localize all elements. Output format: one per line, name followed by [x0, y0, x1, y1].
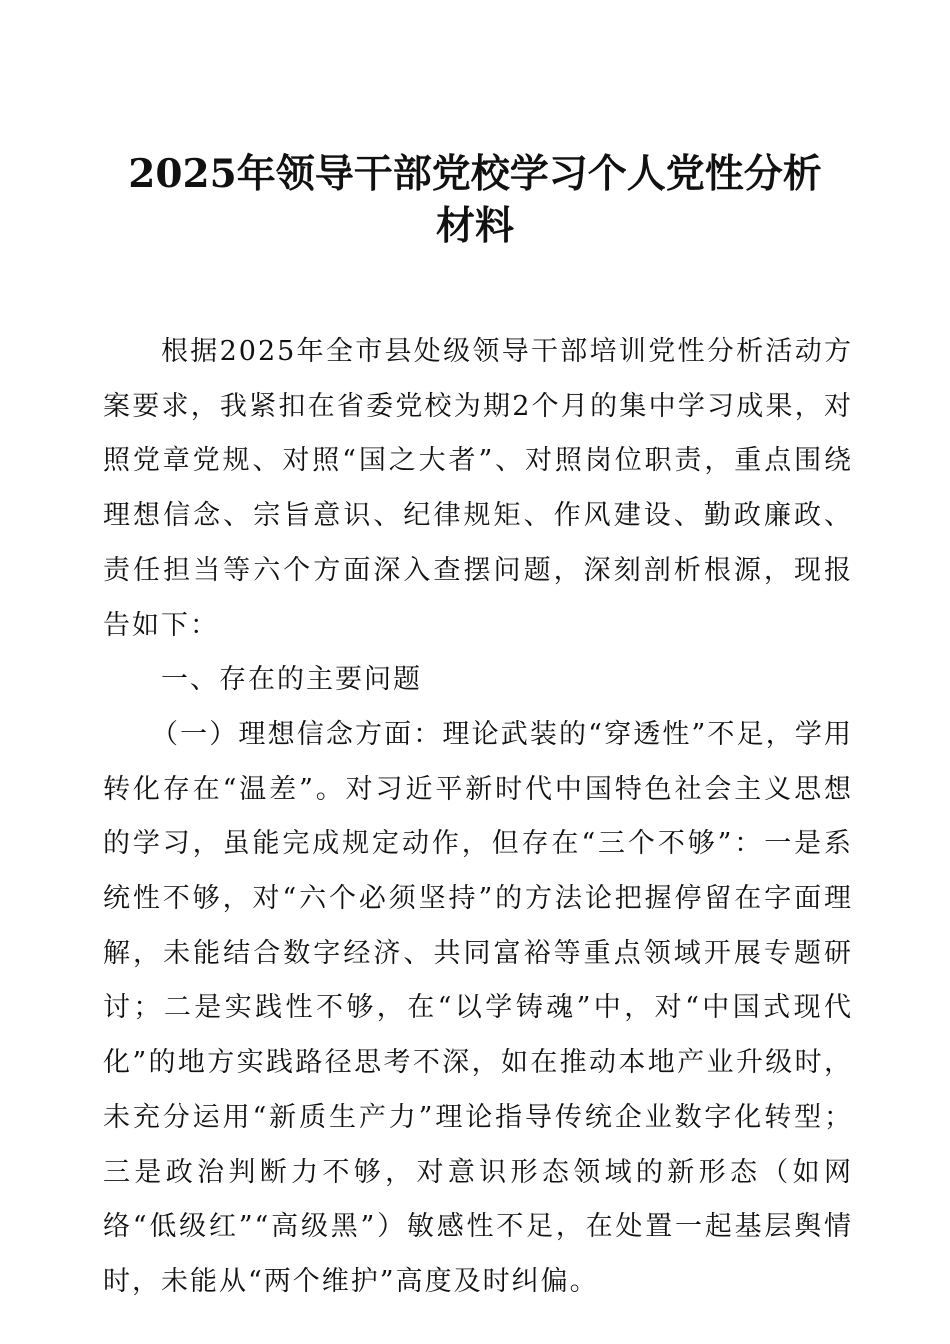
title-line-2: 材料: [435, 203, 514, 249]
document-body: [103, 325, 853, 1310]
section-heading: 一、存在的主要问题: [161, 664, 422, 696]
section-item-paragraph: （一）理想信念方面：理论武装的“穿透性”不足，学用转化存在“温差”。对习近平新时代中国特色社会主义思想的学习，虽能完成规定动作，但存在“三个不够”：一是系统性不够，对“六个必须坚持”的方法论把握停留在字面理解，未能结合数字经济、共同富裕等重点领域开展专题研讨；二是实践性不够，在“以学铸魂”中，对“中国式现代化”的地方实践路径思考不深，如在推动本地产业升级时，未充分运用“新质生产力”理论指导传统企业数字化转型；三是政治判断力不够，对意识形态领域的新形态（如网络“低级红”“高级黑”）敏感性不足，在处置一起基层舆情时，未能从“两个维护”高度及时纠偏。: [103, 718, 853, 1297]
title-line-1: 2025年领导干部党校学习个人党性分析: [128, 151, 822, 197]
document-title: [80, 148, 870, 252]
intro-paragraph: 根据2025年全市县处级领导干部培训党性分析活动方案要求，我紧扣在省委党校为期2个月的集中学习成果，对照党章党规、对照“国之大者”、对照岗位职责，重点围绕理想信念、宗旨意识、纪律规矩、作风建设、勤政廉政、责任担当等六个方面深入查摆问题，深刻剖析根源，现报告如下：: [103, 336, 853, 641]
